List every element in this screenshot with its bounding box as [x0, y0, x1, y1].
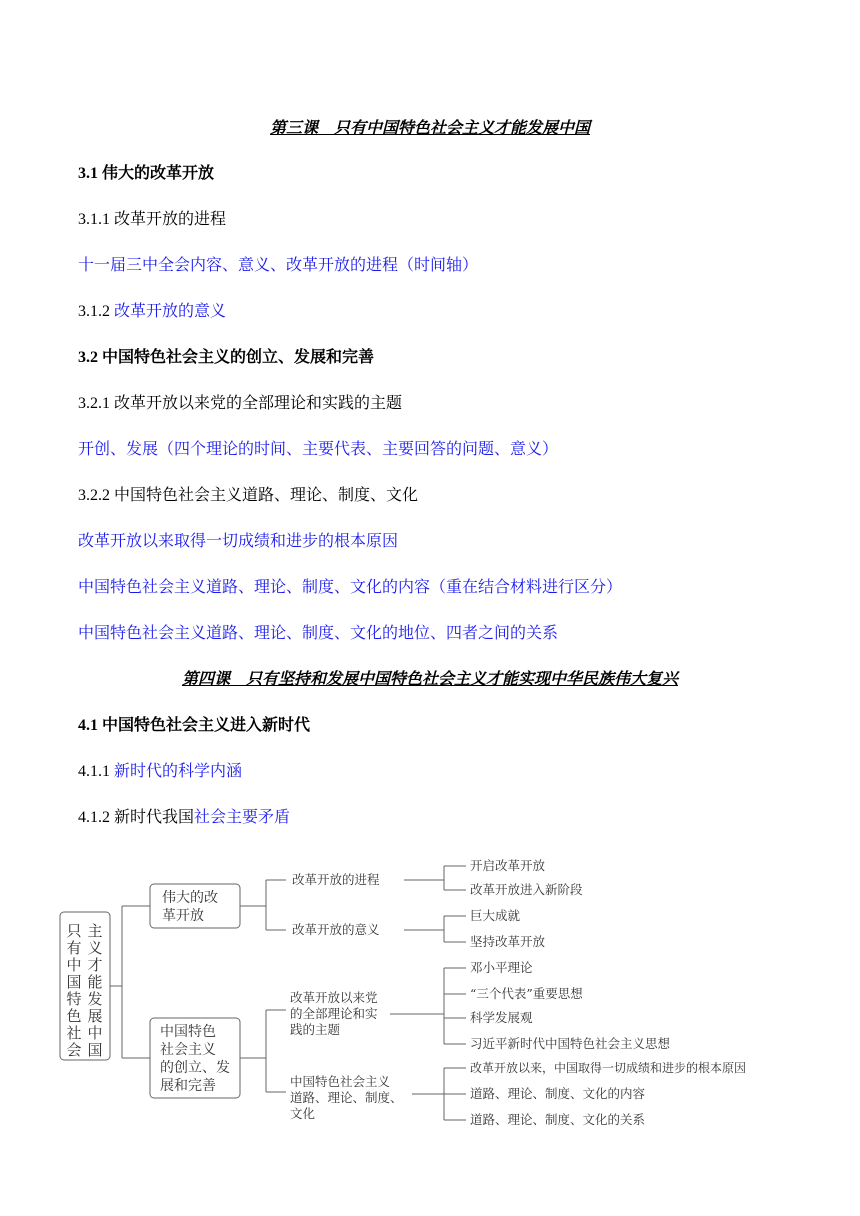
root-col2-char: 发 [87, 990, 103, 1008]
leaf-node: 改革开放进入新阶段 [470, 882, 583, 897]
node-b2: 中国特色社会主义 [290, 1074, 391, 1089]
root-col2-char: 能 [87, 973, 103, 991]
section-4-1-1: 4.1.1 新时代的科学内涵 [78, 761, 243, 780]
branch-a-label: 革开放 [162, 908, 204, 924]
section-4-1-2: 4.1.2 新时代我国社会主要矛盾 [78, 807, 291, 826]
root-col2-char: 义 [87, 939, 103, 957]
section-3-2: 3.2 中国特色社会主义的创立、发展和完善 [78, 347, 375, 366]
section-3-2-2-detail-1: 改革开放以来取得一切成绩和进步的根本原因 [78, 531, 399, 550]
root-col1-char: 中 [66, 956, 82, 974]
node-b1: 改革开放以来党 [290, 990, 378, 1005]
root-col1-char: 社 [66, 1024, 82, 1042]
node-b1: 的全部理论和实 [290, 1006, 378, 1021]
leaf-node: 改革开放以来，中国取得一切成绩和进步的根本原因 [470, 1061, 747, 1075]
node-a1: 改革开放的进程 [292, 872, 380, 887]
section-3-1-1-detail: 十一届三中全会内容、意义、改革开放的进程（时间轴） [78, 255, 479, 274]
root-col2-char: 才 [87, 956, 103, 974]
root-col2-char: 中 [87, 1024, 103, 1042]
root-col2-char: 展 [87, 1007, 103, 1025]
section-3-1: 3.1 伟大的改革开放 [78, 163, 215, 182]
lesson4-title: 第四课 只有坚持和发展中国特色社会主义才能实现中华民族伟大复兴 [181, 669, 678, 688]
node-b2: 道路、理论、制度、 [290, 1090, 403, 1105]
connector-b1 [390, 968, 466, 1044]
connector-b2 [412, 1068, 466, 1120]
branch-b-label: 的创立、发 [160, 1060, 230, 1076]
leaf-node: 科学发展观 [470, 1010, 533, 1025]
branch-b-label: 中国特色 [160, 1024, 216, 1040]
leaf-node: “三个代表”重要思想 [470, 986, 583, 1001]
section-3-2-1: 3.2.1 改革开放以来党的全部理论和实践的主题 [78, 393, 403, 412]
leaf-node: 邓小平理论 [470, 960, 533, 975]
connector-a1 [404, 866, 466, 890]
connector-root [110, 906, 150, 1058]
branch-b-label: 社会主义 [160, 1042, 216, 1058]
section-3-2-2: 3.2.2 中国特色社会主义道路、理论、制度、文化 [78, 485, 419, 504]
leaf-node: 巨大成就 [470, 908, 521, 923]
node-b1: 践的主题 [290, 1022, 341, 1037]
connector-branch-a [240, 880, 286, 930]
root-col1-char: 会 [66, 1041, 82, 1059]
root-col1-char: 国 [66, 973, 82, 991]
root-col1-char: 只 [66, 922, 82, 940]
node-a2: 改革开放的意义 [292, 922, 380, 937]
node-b2: 文化 [290, 1106, 316, 1121]
root-col1-char: 色 [66, 1007, 82, 1025]
root-col1-char: 特 [66, 990, 82, 1008]
section-3-2-2-detail-3: 中国特色社会主义道路、理论、制度、文化的地位、四者之间的关系 [78, 623, 559, 642]
leaf-node: 习近平新时代中国特色社会主义思想 [470, 1036, 671, 1051]
branch-b-label: 展和完善 [160, 1078, 216, 1094]
leaf-node: 坚持改革开放 [470, 934, 546, 949]
connector-branch-b [240, 1010, 286, 1092]
root-col2-char: 国 [87, 1041, 103, 1059]
branch-a-label: 伟大的改 [162, 890, 218, 906]
connector-a2 [404, 916, 466, 942]
leaf-node: 道路、理论、制度、文化的内容 [470, 1086, 646, 1101]
section-4-1: 4.1 中国特色社会主义进入新时代 [78, 715, 311, 734]
lesson3-title: 第三课 只有中国特色社会主义才能发展中国 [269, 118, 590, 137]
section-3-1-1: 3.1.1 改革开放的进程 [78, 209, 227, 228]
section-3-1-2: 3.1.2 改革开放的意义 [78, 301, 227, 320]
leaf-node: 道路、理论、制度、文化的关系 [470, 1112, 646, 1127]
leaf-node: 开启改革开放 [470, 858, 546, 873]
root-col1-char: 有 [66, 939, 82, 957]
section-3-2-1-detail: 开创、发展（四个理论的时间、主要代表、主要回答的问题、意义） [78, 439, 559, 458]
section-3-2-2-detail-2: 中国特色社会主义道路、理论、制度、文化的内容（重在结合材料进行区分） [78, 577, 623, 596]
root-col2-char: 主 [87, 922, 103, 940]
